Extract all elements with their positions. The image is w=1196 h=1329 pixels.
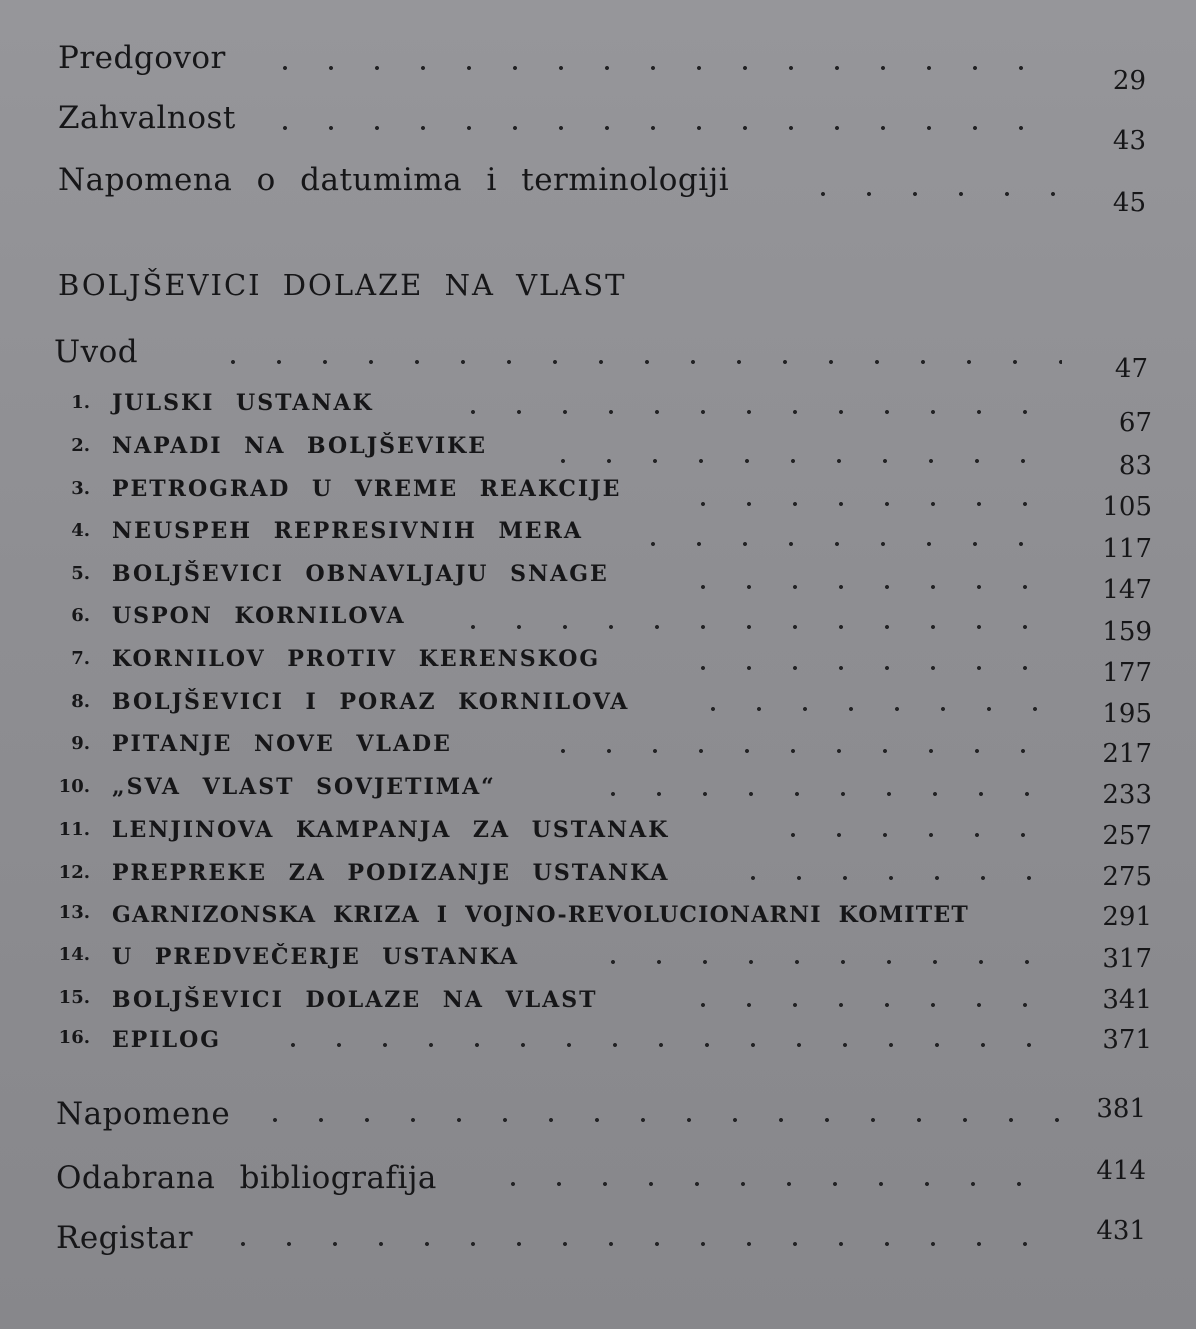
dot-leader [590, 958, 1062, 966]
chapter-page: 257 [1102, 821, 1152, 851]
chapter-number: 2. [71, 435, 90, 456]
toc-chapter-7[interactable] [0, 646, 1196, 686]
toc-chapter-11[interactable] [0, 817, 1196, 857]
chapter-title: GARNIZONSKA KRIZA I VOJNO-REVOLUCIONARNI KOMITET [112, 902, 969, 928]
toc-chapter-9[interactable] [0, 731, 1196, 771]
dot-leader [680, 583, 1062, 591]
dot-leader [210, 358, 1062, 366]
dot-leader [630, 540, 1062, 548]
chapter-page: 317 [1102, 944, 1152, 974]
dot-leader [590, 790, 1062, 798]
chapter-title: BOLJŠEVICI OBNAVLJAJU SNAGE [112, 561, 609, 587]
chapter-page: 371 [1102, 1025, 1152, 1055]
chapter-page: 83 [1118, 451, 1152, 481]
chapter-number: 13. [58, 902, 90, 923]
chapter-number: 1. [71, 392, 90, 413]
toc-chapter-8[interactable] [0, 689, 1196, 729]
toc-chapter-13[interactable] [0, 902, 1196, 942]
chapter-title: PITANJE NOVE VLADE [112, 731, 452, 757]
toc-entry-predgovor[interactable] [0, 40, 1196, 96]
dot-leader [680, 500, 1062, 508]
chapter-title: PETROGRAD U VREME REAKCIJE [112, 476, 622, 502]
toc-entry-title: Napomena o datumima i terminologiji [58, 162, 730, 198]
toc-entry-zahvalnost[interactable] [0, 100, 1196, 156]
chapter-page: 117 [1102, 534, 1152, 564]
chapter-page: 341 [1102, 985, 1152, 1015]
chapter-page: 291 [1102, 902, 1152, 932]
toc-entry-title: Napomene [56, 1096, 231, 1132]
toc-chapter-5[interactable] [0, 561, 1196, 605]
chapter-title: JULSKI USTANAK [112, 390, 374, 416]
toc-entry-napomena[interactable] [0, 162, 1196, 218]
toc-entry-page: 414 [1096, 1156, 1146, 1186]
toc-entry-title: Odabrana bibliografija [56, 1160, 437, 1196]
dot-leader [770, 831, 1062, 839]
toc-chapter-12[interactable] [0, 860, 1196, 900]
toc-entry-uvod[interactable] [0, 334, 1196, 384]
toc-entry-page: 431 [1096, 1216, 1146, 1246]
chapter-number: 14. [58, 944, 90, 965]
chapter-number: 3. [71, 478, 90, 499]
dot-leader [800, 190, 1062, 198]
chapter-number: 10. [58, 776, 90, 797]
chapter-number: 4. [71, 520, 90, 541]
chapter-page: 233 [1102, 780, 1152, 810]
toc-entry-page: 45 [1112, 188, 1146, 218]
toc-entry-page: 381 [1096, 1094, 1146, 1124]
section-heading: BOLJŠEVICI DOLAZE NA VLAST [58, 268, 627, 302]
chapter-page: 67 [1118, 408, 1152, 438]
toc-entry-title: Predgovor [58, 40, 226, 76]
toc-chapter-10[interactable] [0, 774, 1196, 814]
toc-chapter-14[interactable] [0, 944, 1196, 984]
toc-entry-page: 29 [1112, 66, 1146, 96]
dot-leader [220, 1240, 1062, 1248]
toc-chapter-4[interactable] [0, 518, 1196, 564]
dot-leader [262, 124, 1062, 132]
chapter-page: 105 [1102, 492, 1152, 522]
chapter-number: 11. [58, 819, 90, 840]
dot-leader [730, 874, 1062, 882]
chapter-number: 12. [58, 862, 90, 883]
toc-chapter-6[interactable] [0, 603, 1196, 647]
toc-chapter-16[interactable] [0, 1027, 1196, 1067]
chapter-title: PREPREKE ZA PODIZANJE USTANKA [112, 860, 670, 886]
chapter-title: „SVA VLAST SOVJETIMA“ [112, 774, 496, 800]
dot-leader [680, 664, 1062, 672]
chapter-number: 8. [71, 691, 90, 712]
chapter-title: USPON KORNILOVA [112, 603, 406, 629]
dot-leader [450, 623, 1062, 631]
toc-entry-title: Zahvalnost [58, 100, 236, 136]
chapter-title: NEUSPEH REPRESIVNIH MERA [112, 518, 583, 544]
chapter-number: 5. [71, 563, 90, 584]
chapter-title: U PREDVEČERJE USTANKA [112, 944, 520, 970]
chapter-number: 15. [58, 987, 90, 1008]
dot-leader [262, 64, 1062, 72]
dot-leader [680, 1001, 1062, 1009]
dot-leader [270, 1041, 1062, 1049]
chapter-title: BOLJŠEVICI I PORAZ KORNILOVA [112, 689, 630, 715]
chapter-title: KORNILOV PROTIV KERENSKOG [112, 646, 601, 672]
chapter-page: 177 [1102, 658, 1152, 688]
toc-entry-registar[interactable] [0, 1216, 1196, 1260]
toc-entry-page: 43 [1112, 126, 1146, 156]
chapter-title: NAPADI NA BOLJŠEVIKE [112, 433, 488, 459]
toc-entry-title: Uvod [54, 334, 139, 370]
chapter-number: 7. [71, 648, 90, 669]
toc-entry-napomene[interactable] [0, 1096, 1196, 1136]
chapter-page: 159 [1102, 617, 1152, 647]
chapter-title: EPILOG [112, 1027, 222, 1053]
dot-leader [490, 1180, 1062, 1188]
toc-chapter-3[interactable] [0, 476, 1196, 522]
dot-leader [450, 408, 1062, 416]
toc-chapter-1[interactable] [0, 390, 1196, 438]
chapter-title: BOLJŠEVICI DOLAZE NA VLAST [112, 987, 598, 1013]
toc-chapter-15[interactable] [0, 987, 1196, 1027]
chapter-page: 147 [1102, 575, 1152, 605]
dot-leader [252, 1116, 1062, 1124]
toc-entry-bibliografija[interactable] [0, 1156, 1196, 1200]
toc-chapter-2[interactable] [0, 433, 1196, 481]
chapter-title: LENJINOVA KAMPANJA ZA USTANAK [112, 817, 670, 843]
chapter-page: 275 [1102, 862, 1152, 892]
chapter-page: 195 [1102, 699, 1152, 729]
toc-entry-page: 47 [1114, 354, 1148, 384]
chapter-number: 16. [58, 1027, 90, 1048]
chapter-number: 9. [71, 733, 90, 754]
chapter-number: 6. [71, 605, 90, 626]
dot-leader [540, 457, 1062, 465]
dot-leader [690, 705, 1062, 713]
dot-leader [540, 747, 1062, 755]
chapter-page: 217 [1102, 739, 1152, 769]
toc-entry-title: Registar [56, 1220, 194, 1256]
